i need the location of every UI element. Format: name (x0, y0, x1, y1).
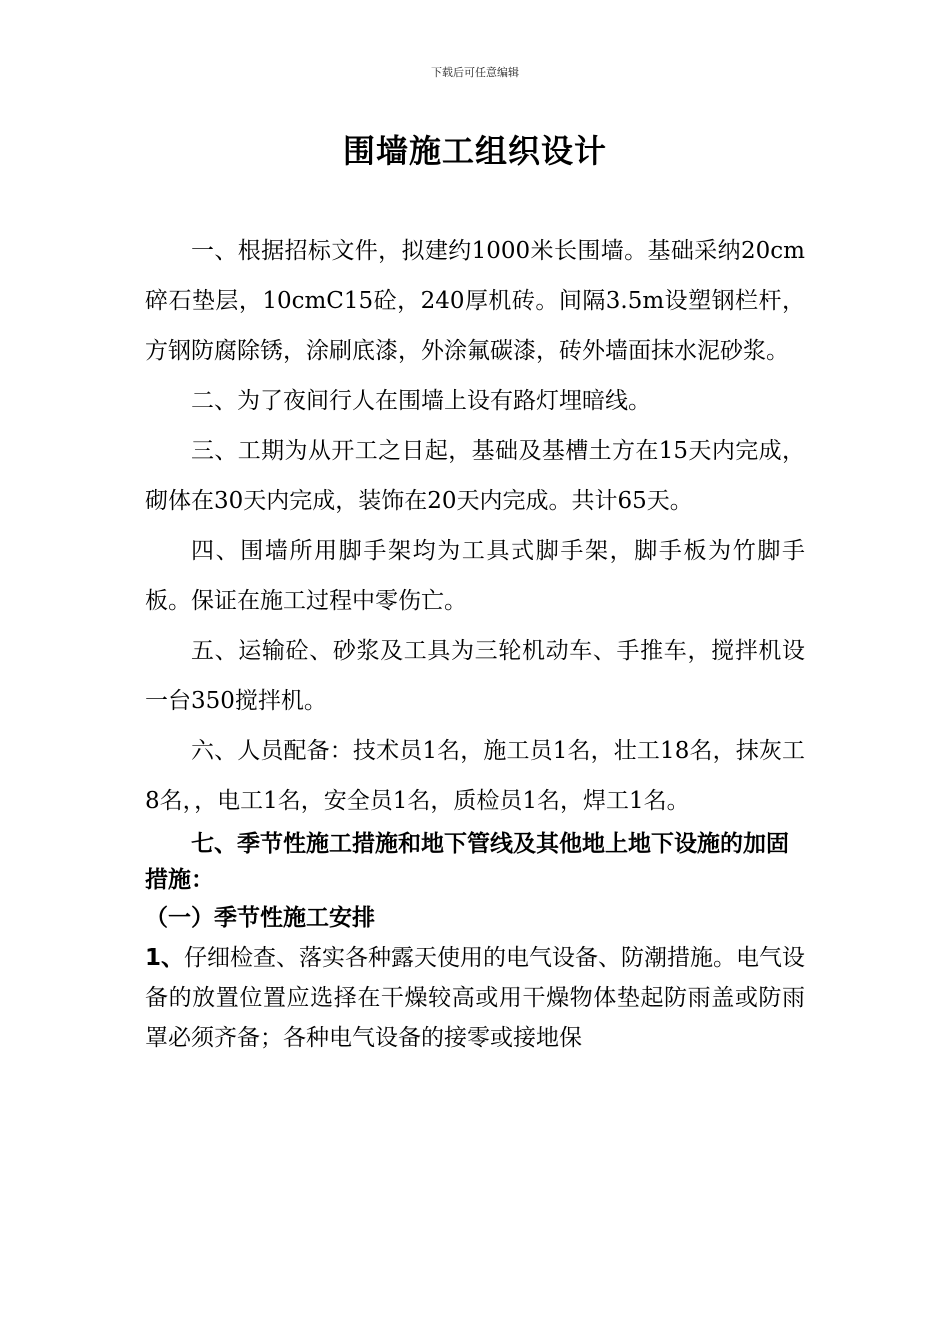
list-item (145, 938, 805, 1058)
paragraph-2: 二、为了夜间行人在围墙上设有路灯埋暗线。 (191, 388, 651, 414)
page-header-note: 下载后可任意编辑 (431, 66, 519, 79)
paragraph-4: 四、围墙所用脚手架均为工具式脚手架，脚手板为竹脚手板。保证在施工过程中零伤亡。 (145, 538, 805, 614)
paragraph-6: 六、人员配备：技术员1名，施工员1名，壮工18名，抹灰工8名，，电工1名，安全员1名，质检员1名，焊工1名。 (145, 738, 805, 814)
paragraph-3: 三、工期为从开工之日起，基础及基槽土方在15天内完成，砌体在30天内完成，装饰在20天内完成。共计65天。 (145, 438, 805, 514)
item-number: 1、 (145, 945, 185, 971)
paragraph-1: 一、根据招标文件，拟建约1000米长围墙。基础采纳20cm碎石垫层，10cmC15砼，240厚机砖。间隔3.5m设塑钢栏杆，方钢防腐除锈，涂刷底漆，外涂氟碳漆，砖外墙面抹水泥砂浆。 (145, 238, 805, 364)
document-title: 围墙施工组织设计 (342, 132, 607, 170)
paragraph-5: 五、运输砼、砂浆及工具为三轮机动车、手推车，搅拌机设一台350搅拌机。 (145, 638, 805, 714)
section-heading: 七、季节性施工措施和地下管线及其他地上地下设施的加固措施： (145, 831, 789, 893)
item-text: 仔细检查、落实各种露天使用的电气设备、防潮措施。电气设备的放置位置应选择在干燥较高或用干燥物体垫起防雨盖或防雨罩必须齐备；各种电气设备的接零或接地保 (145, 945, 806, 1051)
subsection-heading: （一）季节性施工安排 (145, 905, 375, 931)
document-body (145, 226, 805, 1058)
